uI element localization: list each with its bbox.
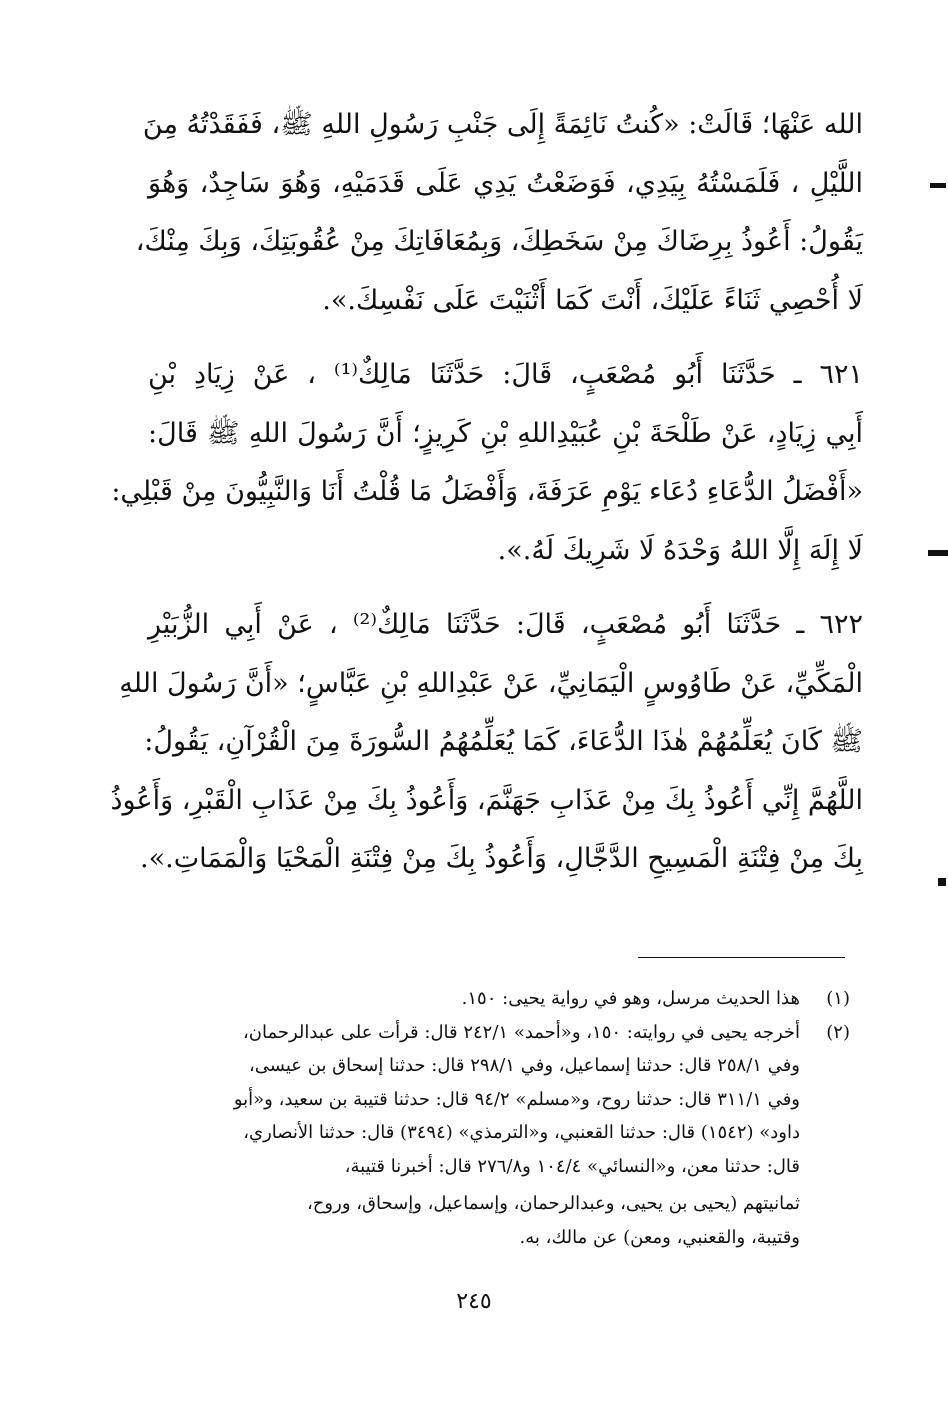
- text-line: ٦٢١ ـ حَدَّثَنَا أَبُو مُصْعَبٍ، قَالَ: حَدَّثَنَا مَالِكٌ⁽¹⁾ ، عَنْ زِيَادِ بْنِ: [148, 359, 863, 390]
- footnote-number: (١): [826, 988, 850, 1009]
- text-line: الْمَكِّيِّ، عَنْ طَاوُوسٍ الْيَمَانِيِّ، عَنْ عَبْدِاللهِ بْنِ عَبَّاسٍ؛ «أَنَّ رَسُولَ اللهِ: [119, 667, 863, 699]
- footnote-body: [130, 982, 800, 1016]
- footnote-line: أخرجه يحيى في روايته: ١٥٠، و«أحمد» ٢٤٢/١ قال: قرأت على عبدالرحمان،: [242, 1021, 800, 1043]
- text-line: «أَفْضَلُ الدُّعَاءِ دُعَاء يَوْمِ عَرَفَةَ، وَأَفْضَلُ مَا قُلْتُ أَنَا وَالنَّبِيُّونَ مِنْ قَبْلِي:: [111, 476, 863, 507]
- footnote-continuation: [130, 1187, 850, 1254]
- text-line: اللَّهُمَّ إِنِّي أَعُوذُ بِكَ مِنْ عَذَابِ جَهَنَّمَ، وَأَعُوذُ بِكَ مِنْ عَذَابِ الْقَبْرِ، وَأَعُوذُ: [110, 784, 863, 816]
- main-text: [110, 96, 863, 889]
- text-line: ﷺ كَانَ يُعَلِّمُهُمْ هٰذَا الدُّعَاءَ، كَمَا يُعَلِّمُهُمُ السُّورَةَ مِنَ الْقُرْآنِ، يَقُولُ:: [144, 726, 863, 757]
- footnote-number: (٢): [826, 1021, 850, 1043]
- text-line: اللَّيْلِ ، فَلَمَسْتُهُ بِيَدِي، فَوَضَعْتُ يَدِي عَلَى قَدَمَيْهِ، وَهُوَ سَاجِدٌ، وَهُوَ: [148, 167, 863, 199]
- footnote-line: هذا الحديث مرسل، وهو في رواية يحيى: ١٥٠.: [461, 988, 800, 1009]
- hadith-622: [110, 596, 863, 889]
- text-line: يَقُولُ: أَعُوذُ بِرِضَاكَ مِنْ سَخَطِكَ، وَبِمُعَافَاتِكَ مِنْ عُقُوبَتِكَ، وَبِكَ مِنْكَ،: [135, 226, 863, 257]
- text-line: لَا إِلَهَ إِلَّا اللهُ وَحْدَهُ لَا شَرِيكَ لَهُ.».: [497, 534, 863, 566]
- footnote-line: وفي ٣١١/١ قال: حدثنا روح، و«مسلم» ٩٤/٢ قال: حدثنا قتيبة بن سعيد، و«أبو: [233, 1088, 800, 1110]
- text-line: ٦٢٢ ـ حَدَّثَنَا أَبُو مُصْعَبٍ، قَالَ: حَدَّثَنَا مَالِكٌ⁽²⁾ ، عَنْ أَبِي الزُّبَيْرِ: [148, 609, 863, 640]
- text-line: أَبِي زِيَادٍ، عَنْ طَلْحَةَ بْنِ عُبَيْدِاللهِ بْنِ كَرِيزٍ؛ أَنَّ رَسُولَ اللهِ ﷺ قَالَ:: [148, 417, 863, 449]
- scan-mark: [930, 183, 946, 188]
- footnote-line: داود» (١٥٤٢) قال: حدثنا القعنبي، و«الترمذي» (٣٤٩٤) قال: حدثنا الأنصاري،: [243, 1122, 800, 1143]
- footnote-2: [130, 1016, 850, 1184]
- text-line: لَا أُحْصِي ثَنَاءً عَلَيْكَ، أَنْتَ كَمَا أَثْنَيْتَ عَلَى نَفْسِكَ.».: [322, 284, 863, 316]
- paragraph-1: [135, 96, 863, 330]
- footnote-line: وقتيبة، والقعنبي، ومعن) عن مالك، به.: [519, 1226, 800, 1248]
- scan-mark: [928, 550, 948, 556]
- text-line: الله عَنْهَا؛ قَالَتْ: «كُنتُ نَائِمَةً إِلَى جَنْبِ رَسُولِ اللهِ ﷺ، فَفَقَدْتُهُ مِنَ: [142, 109, 863, 140]
- text-line: بِكَ مِنْ فِتْنَةِ الْمَسِيحِ الدَّجَّالِ، وَأَعُوذُ بِكَ مِنْ فِتْنَةِ الْمَحْيَا وَالْمَمَاتِ.».: [140, 843, 863, 874]
- footnote-line: ثمانيتهم (يحيى بن يحيى، وعبدالرحمان، وإسماعيل، وإسحاق، وروح،: [307, 1193, 800, 1214]
- footnote-line: قال: حدثنا معن، و«النسائي» ١٠٤/٤ و٢٧٦/٨ قال: أخبرنا قتيبة،: [344, 1155, 800, 1177]
- scan-mark: [938, 878, 946, 886]
- footnote-separator: [638, 957, 845, 958]
- page-number: ٢٤٥: [456, 1289, 492, 1314]
- footnote-line: وفي ٢٥٨/١ قال: حدثنا إسماعيل، وفي ٢٩٨/١ قال: حدثنا إسحاق بن عيسى،: [248, 1055, 800, 1076]
- footnote-1: [130, 982, 850, 1016]
- footnotes: [130, 982, 850, 1254]
- footnote-body: [130, 1016, 800, 1184]
- hadith-621: [111, 346, 863, 580]
